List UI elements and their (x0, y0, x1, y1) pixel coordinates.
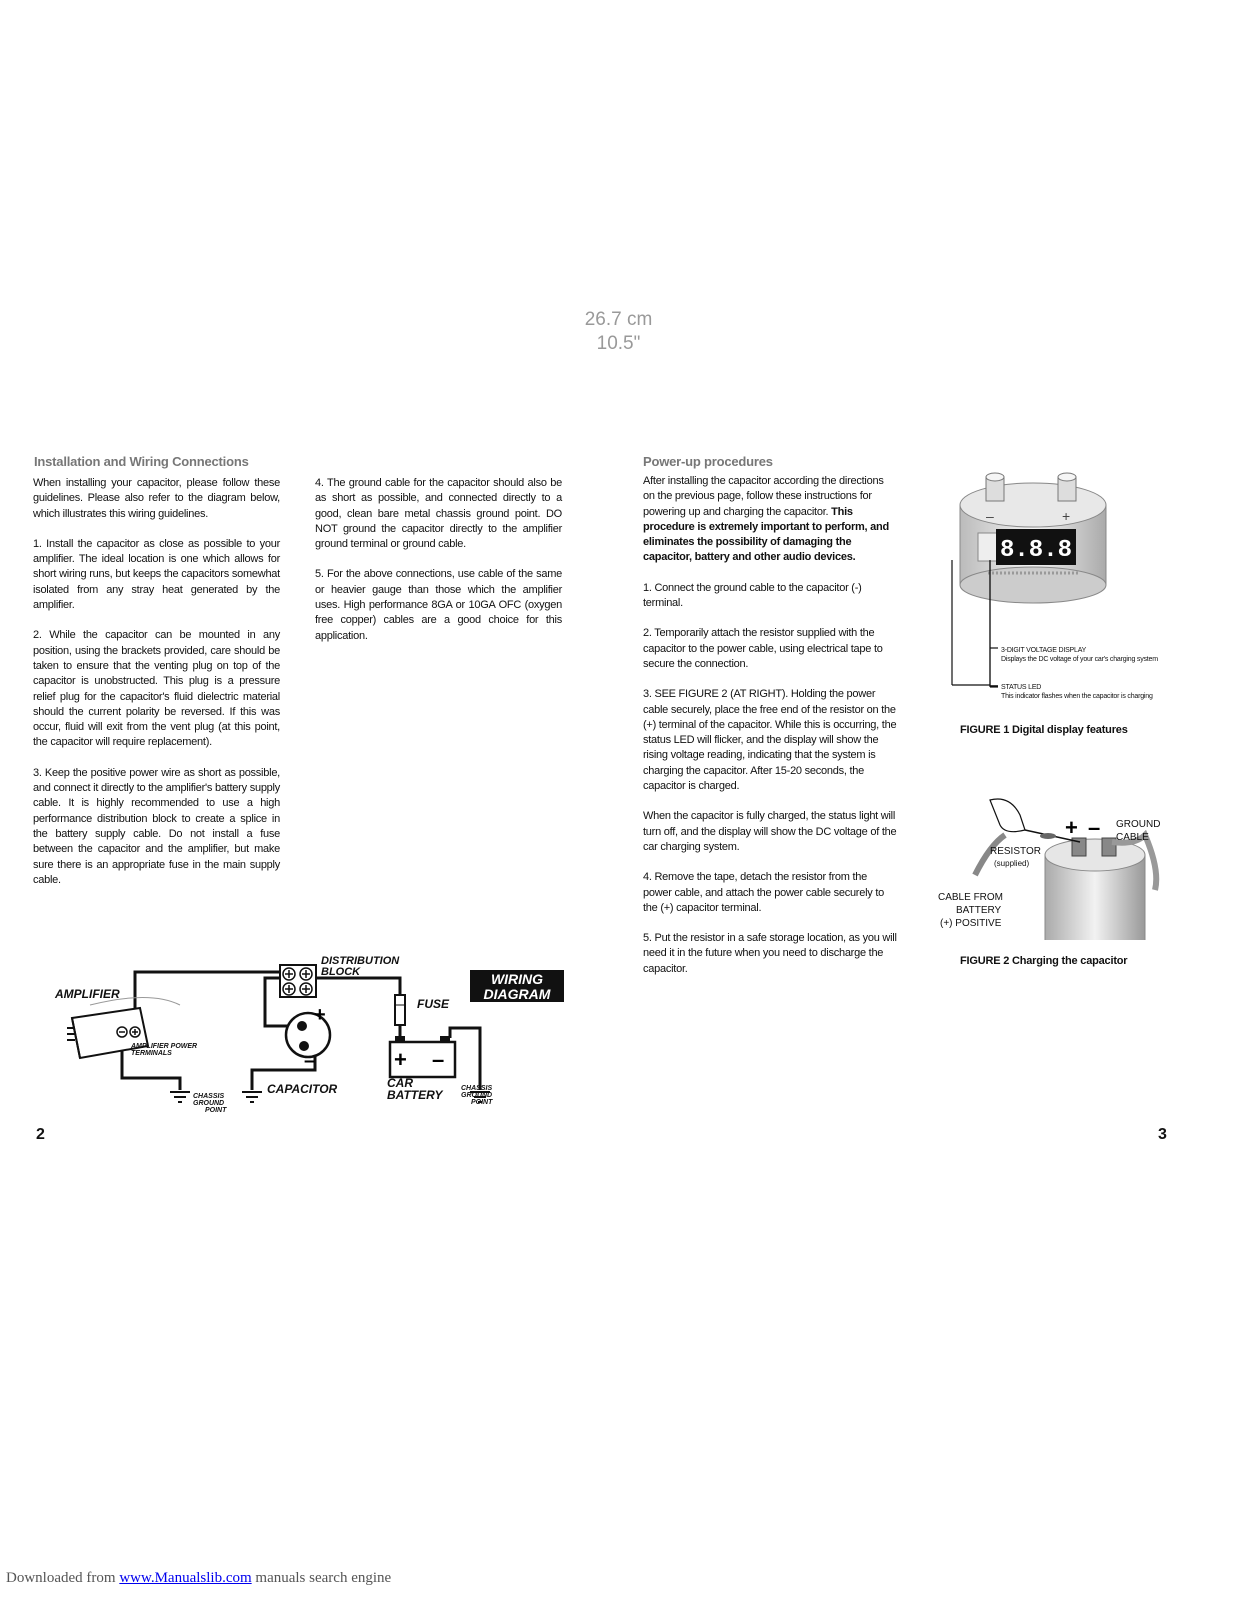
status-led-icon (978, 533, 998, 561)
plus-sign: + (1065, 815, 1078, 840)
paragraph: 1. Install the capacitor as close as possible to your amplifier. The ideal location is one which allows for short wiring runs, but keeps the capacitors somewhat isolated from any stray heat generated by the amplifier. (33, 537, 280, 612)
svg-text:–: – (432, 1047, 445, 1072)
page-number-left: 2 (36, 1126, 45, 1143)
hand-icon (990, 799, 1025, 832)
paragraph: 4. The ground cable for the capacitor should also be as short as possible, and connected directly to a good, clean bare metal chassis ground point. DO NOT ground the capacitor directly to the amplifier ground terminal or ground cable. (315, 477, 562, 551)
chassis-label: POINT (205, 1107, 227, 1114)
wiring-diagram (30, 950, 575, 1125)
minus-sign: – (986, 508, 994, 524)
manualslib-link[interactable]: www.Manualslib.com (119, 1570, 252, 1586)
callout-status-led (1001, 683, 1181, 701)
resistor-label: (supplied) (994, 859, 1030, 868)
left-column-2 (315, 476, 562, 659)
fuse-label: FUSE (417, 997, 450, 1011)
capacitor-icon (286, 1004, 330, 1072)
chassis-label: GROUND (461, 1092, 493, 1099)
chassis-label: CHASSIS (461, 1085, 493, 1092)
intro-paragraph (643, 474, 898, 566)
figure2-charging-illustration (930, 790, 1160, 940)
amplifier-label: AMPLIFIER (55, 987, 120, 1001)
ground-icon (242, 1092, 262, 1102)
step: 2. Temporarily attach the resistor supplied with the capacitor to the power cable, using electrical tape to secure the connection. (643, 627, 883, 670)
step: 4. Remove the tape, detach the resistor from the power cable, and attach the power cable securely to the (+) capacitor terminal. (643, 871, 885, 914)
step: 1. Connect the ground cable to the capacitor (-) terminal. (643, 581, 862, 610)
cable-label: BATTERY (956, 905, 1002, 916)
paragraph: 3. Keep the positive power wire as short as possible, and connect it directly to the amplifier's battery supply cable. It is highly recommended to use a high performance distribution block to create a splice in the battery supply cable. Do not install a fuse between the capacitor and the amplifier, but make sure there is an appropriate fuse in the main supply cable. (33, 766, 280, 886)
chassis-label: CHASSIS (193, 1093, 225, 1100)
figure2-caption: FIGURE 2 Charging the capacitor (960, 955, 1128, 967)
callout-desc: Displays the DC voltage of your car's charging system (1001, 656, 1158, 663)
left-column-1 (33, 476, 280, 903)
figure1-callout-lines (948, 560, 1008, 690)
plus-sign: + (1062, 508, 1071, 524)
paragraph: 2. While the capacitor can be mounted in any position, using the brackets provided, care should be taken to ensure that the venting plug on top of the capacitor is unobstructed. This plug is a pressure relief plug for the capacitor's fluid dielectric material should the current polarity be reversed. If this was occur, fluid will exit from the vent plug (at this point, the capacitor will require replacement). (33, 629, 280, 749)
amp-terminals-label: TERMINALS (131, 1050, 172, 1057)
page-number-right: 3 (1158, 1126, 1167, 1143)
step: 3. SEE FIGURE 2 (AT RIGHT). Holding the power cable securely, place the free end of the resistor on the (+) terminal of the capacitor. While this is occurring, the status LED will flicker, and the display will show the rising voltage reading, indicating that the system is charging the capacitor. After 15-20 seconds, the capacitor is charged. (643, 688, 897, 793)
badge-text: WIRING (490, 971, 544, 987)
cable-label: CABLE FROM (938, 892, 1004, 903)
svg-text:+: + (314, 1004, 326, 1026)
ground-icon (170, 1092, 190, 1102)
callout-voltage-display (1001, 646, 1171, 664)
right-column (643, 474, 898, 992)
minus-sign: – (1088, 815, 1101, 840)
display-digits: 8.8.8 (999, 537, 1073, 564)
fuse-icon (395, 995, 405, 1025)
figure1-caption: FIGURE 1 Digital display features (960, 724, 1128, 736)
cable-label: (+) POSITIVE (940, 918, 1002, 929)
step: 5. Put the resistor in a safe storage location, as you will need it in the future when you need to discharge the capacitor. (643, 932, 897, 975)
footer-prefix: Downloaded from (6, 1570, 120, 1586)
ground-cable-label: GROUND (1116, 819, 1160, 830)
dimension-inches: 10.5" (596, 333, 641, 354)
car-battery-icon (390, 1036, 455, 1077)
svg-text:–: – (304, 1050, 316, 1072)
ground-cable-label: CABLE (1116, 832, 1149, 843)
resistor-label: RESISTOR (990, 846, 1041, 857)
distribution-block-label: DISTRIBUTION (321, 955, 400, 967)
intro-text: After installing the capacitor according the directions on the previous page, follow these instructions for powering up and charging the capacitor. (643, 475, 884, 518)
footer (6, 1570, 391, 1587)
chassis-label: GROUND (193, 1100, 225, 1107)
chassis-label: POINT (471, 1099, 493, 1106)
callout-title: 3-DIGIT VOLTAGE DISPLAY (1001, 647, 1087, 654)
distribution-block-label: BLOCK (321, 966, 361, 978)
badge-text: DIAGRAM (483, 986, 551, 1002)
left-heading: Installation and Wiring Connections (34, 454, 249, 469)
right-heading: Power-up procedures (643, 454, 773, 469)
svg-text:+: + (394, 1047, 407, 1072)
callout-desc: This indicator flashes when the capacitor is charging (1001, 693, 1153, 700)
callout-title: STATUS LED (1001, 684, 1042, 691)
step: When the capacitor is fully charged, the status light will turn off, and the display will show the DC voltage of the car charging system. (643, 810, 897, 853)
footer-suffix: manuals search engine (251, 1570, 392, 1586)
amp-terminals-label: AMPLIFIER POWER (131, 1043, 198, 1050)
intro-bold-text: This procedure is extremely important to perform, and eliminates the possibility of damaging the capacitor, battery and other audio devices. (643, 505, 889, 564)
capacitor-label: CAPACITOR (267, 1082, 338, 1096)
paragraph: 5. For the above connections, use cable of the same or heavier gauge than those which the amplifier uses. High performance 8GA or 10GA OFC (oxygen free copper) cables are a good choice for this application. (315, 568, 562, 642)
car-battery-label: CAR (387, 1076, 413, 1090)
car-battery-label: BATTERY (387, 1088, 443, 1102)
distribution-block-icon (280, 965, 316, 997)
paragraph: When installing your capacitor, please follow these guidelines. Please also refer to the diagram below, which illustrates this wiring guidelines. (33, 477, 280, 520)
dimension-cm: 26.7 cm (584, 309, 653, 330)
